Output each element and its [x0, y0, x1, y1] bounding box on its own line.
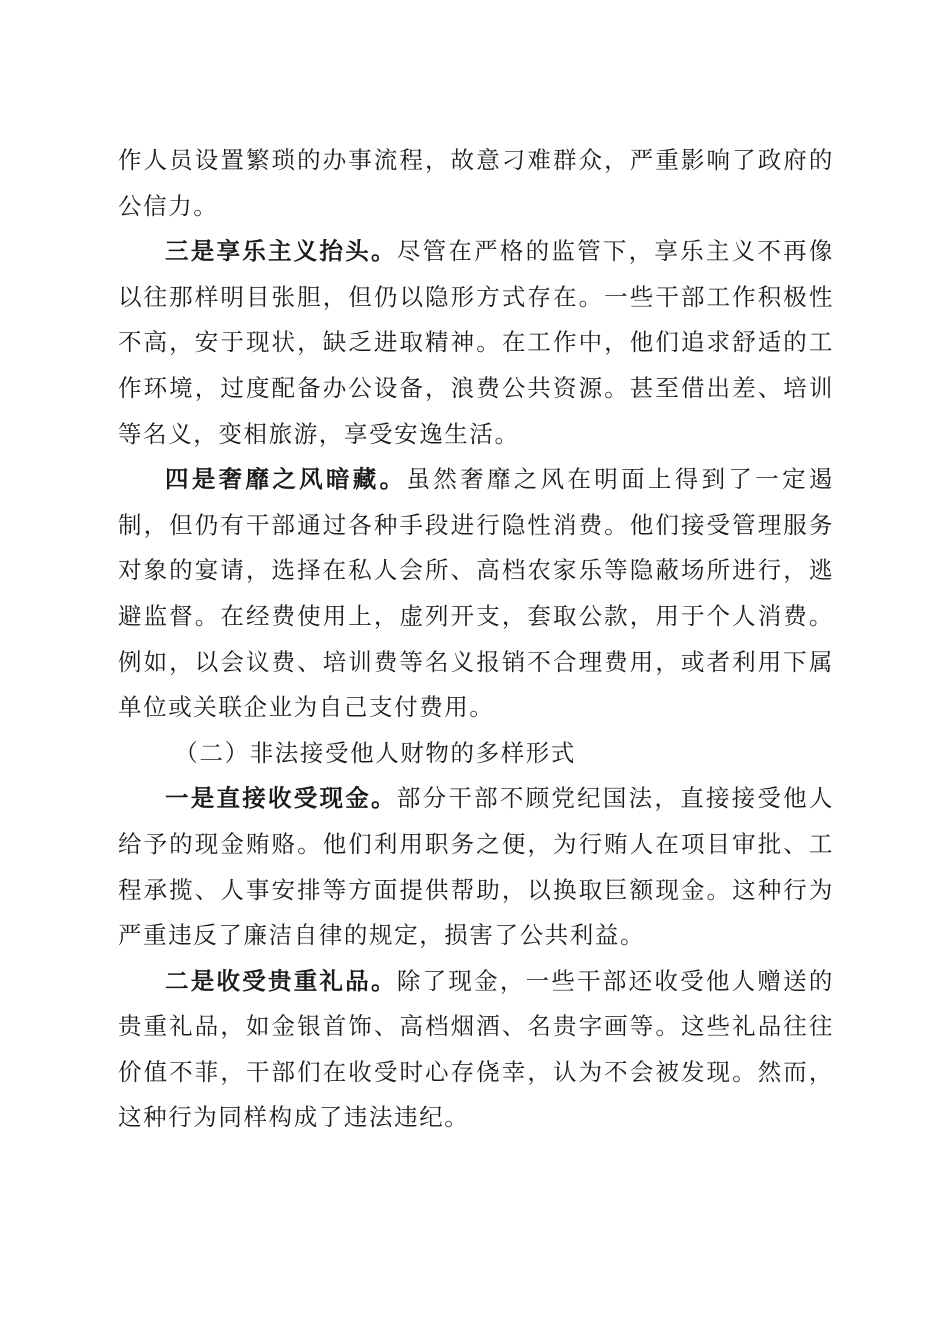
document-body	[118, 138, 834, 1141]
paragraph-lead: 三是享乐主义抬头。	[165, 237, 397, 266]
paragraph-lead: 四是奢靡之风暗藏。	[165, 465, 407, 494]
paragraph-text: 虽然奢靡之风在明面上得到了一定遏制，但仍有干部通过各种手段进行隐性消费。他们接受管理服务对象的宴请，选择在私人会所、高档农家乐等隐蔽场所进行，逃避监督。在经费使用上，虚列开支，套取公款，用于个人消费。例如，以会议费、培训费等名义报销不合理费用，或者利用下属单位或关联企业为自己支付费用。	[118, 465, 834, 722]
paragraph-text: 作人员设置繁琐的办事流程，故意刁难群众，严重影响了政府的公信力。	[118, 146, 834, 220]
paragraph-lead: 一是直接收受现金。	[165, 784, 397, 813]
paragraph-extravagance	[118, 457, 834, 731]
section-heading: （二）非法接受他人财物的多样形式	[174, 738, 576, 767]
paragraph-text: 部分干部不顾党纪国法，直接接受他人给予的现金贿赂。他们利用职务之便，为行贿人在项目审批、工程承揽、人事安排等方面提供帮助，以换取巨额现金。这种行为严重违反了廉洁自律的规定，损害了公共利益。	[118, 784, 835, 950]
paragraph-gifts	[118, 959, 834, 1141]
paragraph-continuation	[118, 138, 834, 229]
paragraph-text: 尽管在严格的监管下，享乐主义不再像以往那样明目张胆，但仍以隐形方式存在。一些干部工作积极性不高，安于现状，缺乏进取精神。在工作中，他们追求舒适的工作环境，过度配备办公设备，浪费公共资源。甚至借出差、培训等名义，变相旅游，享受安逸生活。	[118, 237, 835, 448]
paragraph-text: 除了现金，一些干部还收受他人赠送的贵重礼品，如金银首饰、高档烟酒、名贵字画等。这些礼品往往价值不菲，干部们在收受时心存侥幸，认为不会被发现。然而，这种行为同样构成了违法违纪。	[118, 966, 835, 1132]
paragraph-lead: 二是收受贵重礼品。	[165, 966, 397, 995]
paragraph-cash	[118, 776, 834, 958]
paragraph-hedonism	[118, 229, 834, 457]
